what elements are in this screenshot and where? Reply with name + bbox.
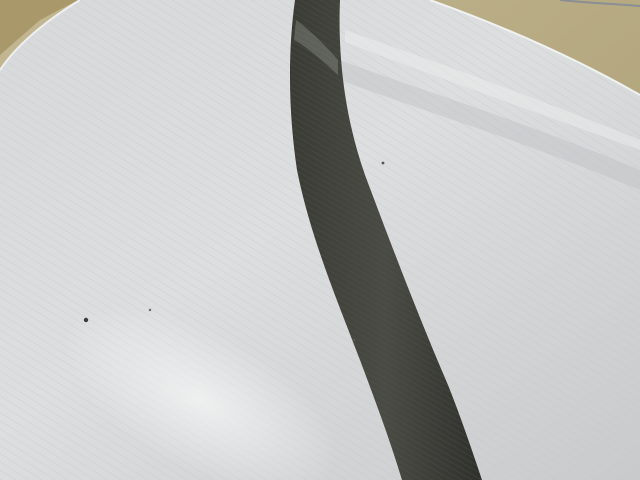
speck-4 bbox=[149, 309, 151, 311]
speck-2 bbox=[382, 162, 385, 165]
speck-1 bbox=[84, 318, 88, 322]
speck-3 bbox=[353, 339, 356, 342]
